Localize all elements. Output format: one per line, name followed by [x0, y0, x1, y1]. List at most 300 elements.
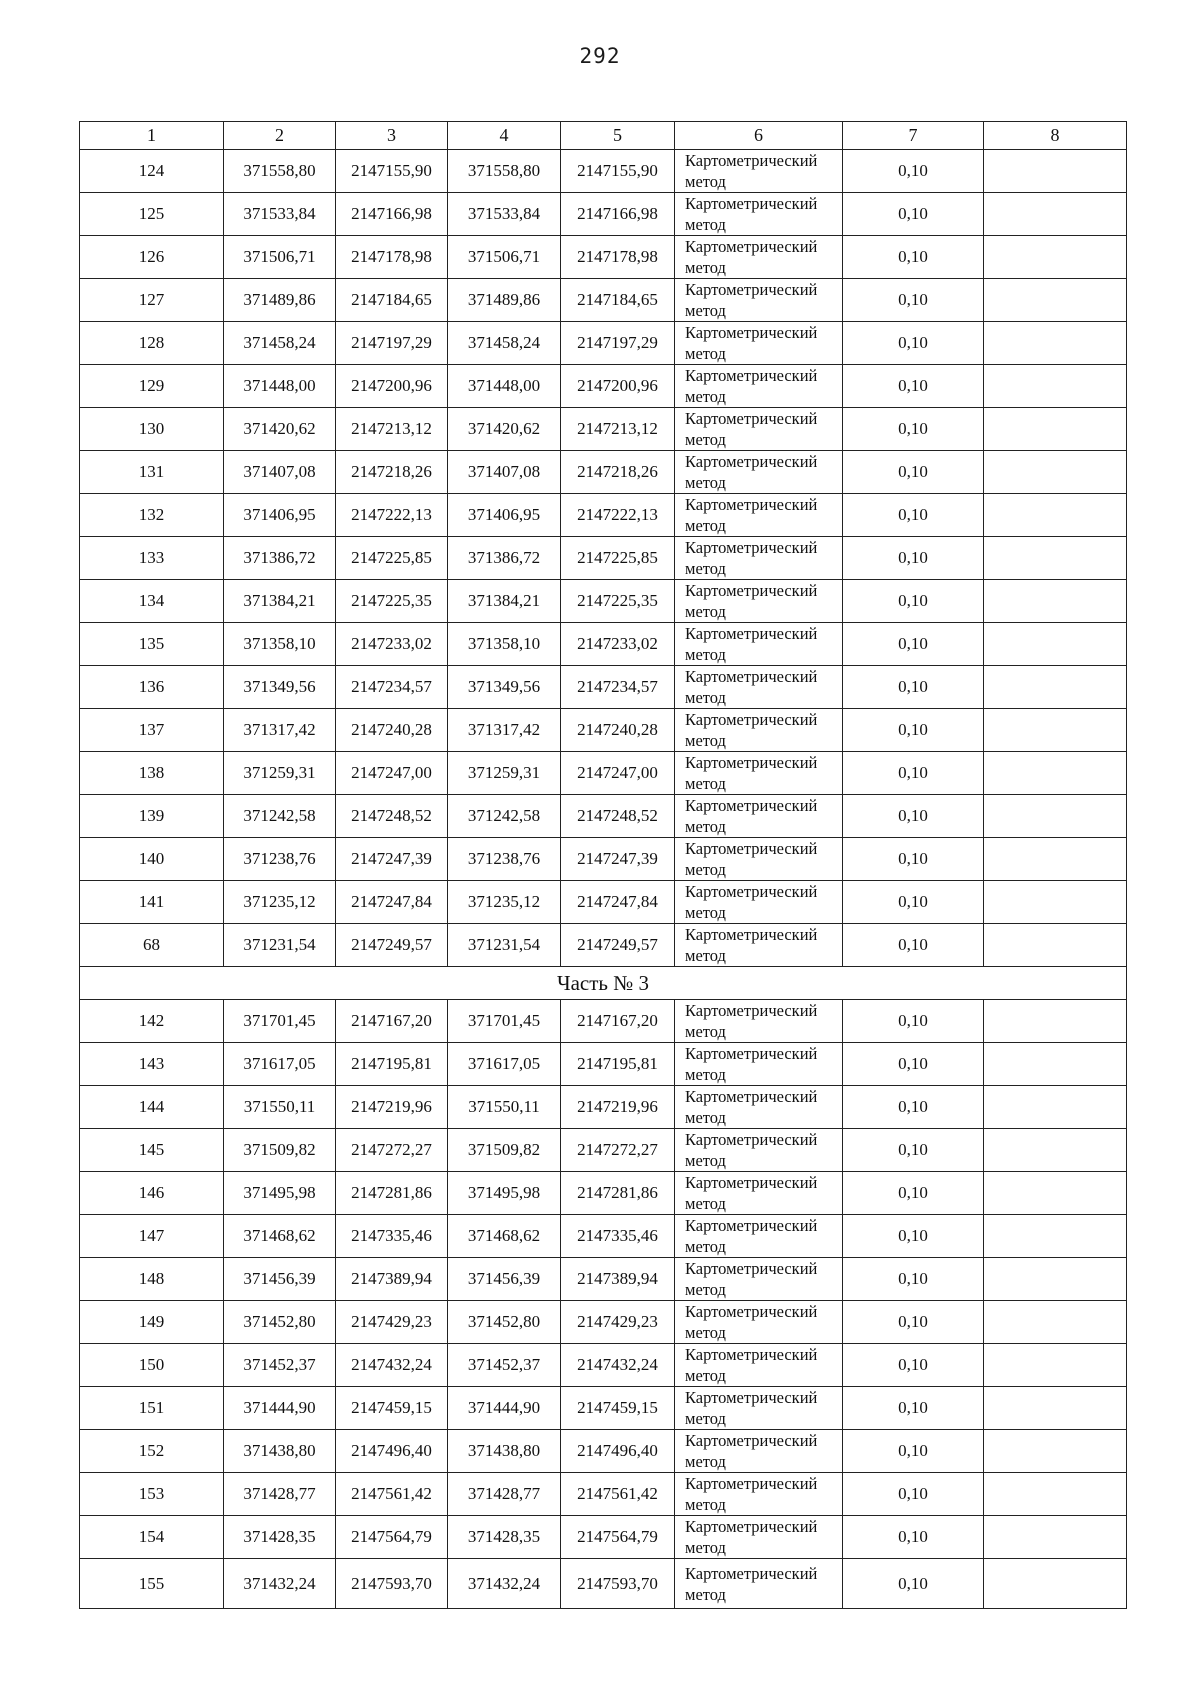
method-line-2: метод [685, 731, 726, 750]
method-line-1: Картометрический [685, 753, 818, 772]
accuracy-cell: 0,10 [843, 1129, 984, 1172]
x-coordinate-cell: 371407,08 [224, 451, 336, 494]
x-coordinate-cell: 371456,39 [224, 1258, 336, 1301]
y-coordinate-cell: 2147195,81 [336, 1043, 448, 1086]
method-cell [675, 623, 843, 666]
y-coordinate-alt-cell: 2147200,96 [561, 365, 675, 408]
method-cell [675, 881, 843, 924]
table-row [80, 537, 1127, 580]
point-number-cell: 137 [80, 709, 224, 752]
method-line-2: метод [685, 1452, 726, 1471]
method-line-1: Картометрический [685, 925, 818, 944]
note-cell [984, 1258, 1127, 1301]
y-coordinate-alt-cell: 2147167,20 [561, 1000, 675, 1043]
x-coordinate-cell: 371550,11 [224, 1086, 336, 1129]
y-coordinate-alt-cell: 2147459,15 [561, 1387, 675, 1430]
section-title: Часть № 3 [80, 967, 1127, 1000]
method-line-2: метод [685, 473, 726, 492]
x-coordinate-cell: 371509,82 [224, 1129, 336, 1172]
y-coordinate-alt-cell: 2147197,29 [561, 322, 675, 365]
point-number-cell: 132 [80, 494, 224, 537]
y-coordinate-alt-cell: 2147213,12 [561, 408, 675, 451]
method-line-1: Картометрический [685, 1130, 818, 1149]
method-line-1: Картометрический [685, 1259, 818, 1278]
coordinates-table [79, 121, 1127, 1609]
note-cell [984, 1516, 1127, 1559]
x-coordinate-alt-cell: 371386,72 [448, 537, 561, 580]
x-coordinate-alt-cell: 371617,05 [448, 1043, 561, 1086]
method-line-2: метод [685, 1495, 726, 1514]
x-coordinate-cell: 371452,80 [224, 1301, 336, 1344]
y-coordinate-cell: 2147564,79 [336, 1516, 448, 1559]
note-cell [984, 752, 1127, 795]
x-coordinate-alt-cell: 371509,82 [448, 1129, 561, 1172]
method-line-1: Картометрический [685, 194, 818, 213]
point-number-cell: 131 [80, 451, 224, 494]
accuracy-cell: 0,10 [843, 1430, 984, 1473]
y-coordinate-cell: 2147247,84 [336, 881, 448, 924]
table-row [80, 580, 1127, 623]
y-coordinate-alt-cell: 2147218,26 [561, 451, 675, 494]
accuracy-cell: 0,10 [843, 1473, 984, 1516]
note-cell [984, 1000, 1127, 1043]
table-row [80, 623, 1127, 666]
accuracy-cell: 0,10 [843, 580, 984, 623]
table-row [80, 1129, 1127, 1172]
x-coordinate-cell: 371432,24 [224, 1559, 336, 1609]
method-line-1: Картометрический [685, 1173, 818, 1192]
y-coordinate-alt-cell: 2147166,98 [561, 193, 675, 236]
table-row [80, 924, 1127, 967]
y-coordinate-cell: 2147225,85 [336, 537, 448, 580]
method-cell [675, 451, 843, 494]
method-line-1: Картометрический [685, 1044, 818, 1063]
method-cell [675, 494, 843, 537]
x-coordinate-cell: 371438,80 [224, 1430, 336, 1473]
accuracy-cell: 0,10 [843, 1301, 984, 1344]
method-line-1: Картометрический [685, 1563, 818, 1583]
point-number-cell: 155 [80, 1559, 224, 1609]
x-coordinate-cell: 371317,42 [224, 709, 336, 752]
point-number-cell: 149 [80, 1301, 224, 1344]
y-coordinate-cell: 2147155,90 [336, 150, 448, 193]
x-coordinate-alt-cell: 371456,39 [448, 1258, 561, 1301]
table-row [80, 1215, 1127, 1258]
method-line-2: метод [685, 774, 726, 793]
accuracy-cell: 0,10 [843, 1559, 984, 1609]
table-row [80, 709, 1127, 752]
method-line-1: Картометрический [685, 1087, 818, 1106]
table-row [80, 838, 1127, 881]
x-coordinate-cell: 371533,84 [224, 193, 336, 236]
x-coordinate-alt-cell: 371489,86 [448, 279, 561, 322]
x-coordinate-alt-cell: 371406,95 [448, 494, 561, 537]
y-coordinate-cell: 2147219,96 [336, 1086, 448, 1129]
method-line-1: Картометрический [685, 323, 818, 342]
note-cell [984, 1473, 1127, 1516]
point-number-cell: 142 [80, 1000, 224, 1043]
accuracy-cell: 0,10 [843, 924, 984, 967]
method-line-2: метод [685, 1065, 726, 1084]
method-cell [675, 1301, 843, 1344]
y-coordinate-alt-cell: 2147432,24 [561, 1344, 675, 1387]
point-number-cell: 153 [80, 1473, 224, 1516]
x-coordinate-alt-cell: 371235,12 [448, 881, 561, 924]
method-line-1: Картометрический [685, 581, 818, 600]
y-coordinate-cell: 2147218,26 [336, 451, 448, 494]
note-cell [984, 322, 1127, 365]
accuracy-cell: 0,10 [843, 1344, 984, 1387]
y-coordinate-cell: 2147184,65 [336, 279, 448, 322]
y-coordinate-cell: 2147335,46 [336, 1215, 448, 1258]
method-line-2: метод [685, 387, 726, 406]
x-coordinate-alt-cell: 371432,24 [448, 1559, 561, 1609]
x-coordinate-cell: 371495,98 [224, 1172, 336, 1215]
y-coordinate-cell: 2147249,57 [336, 924, 448, 967]
table-row [80, 1516, 1127, 1559]
x-coordinate-alt-cell: 371384,21 [448, 580, 561, 623]
x-coordinate-alt-cell: 371259,31 [448, 752, 561, 795]
y-coordinate-alt-cell: 2147247,39 [561, 838, 675, 881]
method-cell [675, 795, 843, 838]
method-line-2: метод [685, 1366, 726, 1385]
y-coordinate-alt-cell: 2147249,57 [561, 924, 675, 967]
x-coordinate-alt-cell: 371428,35 [448, 1516, 561, 1559]
x-coordinate-cell: 371384,21 [224, 580, 336, 623]
method-line-1: Картометрический [685, 1474, 818, 1493]
table-row [80, 881, 1127, 924]
y-coordinate-alt-cell: 2147178,98 [561, 236, 675, 279]
x-coordinate-alt-cell: 371458,24 [448, 322, 561, 365]
method-cell [675, 752, 843, 795]
point-number-cell: 138 [80, 752, 224, 795]
method-line-1: Картометрический [685, 796, 818, 815]
x-coordinate-cell: 371235,12 [224, 881, 336, 924]
method-line-1: Картометрический [685, 409, 818, 428]
point-number-cell: 129 [80, 365, 224, 408]
y-coordinate-alt-cell: 2147222,13 [561, 494, 675, 537]
note-cell [984, 236, 1127, 279]
accuracy-cell: 0,10 [843, 1387, 984, 1430]
table-row [80, 494, 1127, 537]
y-coordinate-cell: 2147197,29 [336, 322, 448, 365]
y-coordinate-alt-cell: 2147195,81 [561, 1043, 675, 1086]
column-header-3: 3 [336, 122, 448, 150]
y-coordinate-alt-cell: 2147429,23 [561, 1301, 675, 1344]
table-row [80, 1258, 1127, 1301]
method-line-2: метод [685, 516, 726, 535]
y-coordinate-cell: 2147389,94 [336, 1258, 448, 1301]
y-coordinate-alt-cell: 2147184,65 [561, 279, 675, 322]
method-line-1: Картометрический [685, 882, 818, 901]
x-coordinate-alt-cell: 371495,98 [448, 1172, 561, 1215]
table-row [80, 193, 1127, 236]
method-line-1: Картометрический [685, 366, 818, 385]
x-coordinate-cell: 371349,56 [224, 666, 336, 709]
page-number: 292 [579, 44, 621, 68]
x-coordinate-cell: 371701,45 [224, 1000, 336, 1043]
method-line-2: метод [685, 688, 726, 707]
point-number-cell: 128 [80, 322, 224, 365]
x-coordinate-alt-cell: 371701,45 [448, 1000, 561, 1043]
point-number-cell: 68 [80, 924, 224, 967]
column-header-4: 4 [448, 122, 561, 150]
note-cell [984, 1301, 1127, 1344]
point-number-cell: 124 [80, 150, 224, 193]
x-coordinate-alt-cell: 371420,62 [448, 408, 561, 451]
note-cell [984, 365, 1127, 408]
method-cell [675, 1043, 843, 1086]
note-cell [984, 494, 1127, 537]
method-line-2: метод [685, 344, 726, 363]
table-row [80, 1172, 1127, 1215]
y-coordinate-alt-cell: 2147225,85 [561, 537, 675, 580]
table-row [80, 1344, 1127, 1387]
x-coordinate-alt-cell: 371444,90 [448, 1387, 561, 1430]
column-header-1: 1 [80, 122, 224, 150]
y-coordinate-alt-cell: 2147561,42 [561, 1473, 675, 1516]
point-number-cell: 134 [80, 580, 224, 623]
method-cell [675, 1344, 843, 1387]
table-row [80, 795, 1127, 838]
column-header-8: 8 [984, 122, 1127, 150]
method-cell [675, 924, 843, 967]
x-coordinate-alt-cell: 371452,37 [448, 1344, 561, 1387]
method-cell [675, 322, 843, 365]
note-cell [984, 1172, 1127, 1215]
note-cell [984, 709, 1127, 752]
method-cell [675, 1387, 843, 1430]
x-coordinate-alt-cell: 371468,62 [448, 1215, 561, 1258]
note-cell [984, 1559, 1127, 1609]
accuracy-cell: 0,10 [843, 1172, 984, 1215]
point-number-cell: 133 [80, 537, 224, 580]
accuracy-cell: 0,10 [843, 193, 984, 236]
point-number-cell: 148 [80, 1258, 224, 1301]
table-row [80, 1000, 1127, 1043]
method-line-2: метод [685, 1237, 726, 1256]
method-line-2: метод [685, 645, 726, 664]
method-cell [675, 580, 843, 623]
method-line-1: Картометрический [685, 1345, 818, 1364]
y-coordinate-alt-cell: 2147234,57 [561, 666, 675, 709]
accuracy-cell: 0,10 [843, 494, 984, 537]
point-number-cell: 145 [80, 1129, 224, 1172]
x-coordinate-cell: 371242,58 [224, 795, 336, 838]
table-row [80, 666, 1127, 709]
point-number-cell: 125 [80, 193, 224, 236]
y-coordinate-cell: 2147213,12 [336, 408, 448, 451]
accuracy-cell: 0,10 [843, 1258, 984, 1301]
note-cell [984, 1387, 1127, 1430]
table-row [80, 1301, 1127, 1344]
y-coordinate-alt-cell: 2147248,52 [561, 795, 675, 838]
accuracy-cell: 0,10 [843, 537, 984, 580]
table-row [80, 365, 1127, 408]
method-line-1: Картометрический [685, 495, 818, 514]
y-coordinate-cell: 2147200,96 [336, 365, 448, 408]
point-number-cell: 144 [80, 1086, 224, 1129]
accuracy-cell: 0,10 [843, 1043, 984, 1086]
y-coordinate-alt-cell: 2147247,00 [561, 752, 675, 795]
table-row [80, 279, 1127, 322]
point-number-cell: 130 [80, 408, 224, 451]
x-coordinate-cell: 371617,05 [224, 1043, 336, 1086]
point-number-cell: 152 [80, 1430, 224, 1473]
accuracy-cell: 0,10 [843, 322, 984, 365]
method-cell [675, 1129, 843, 1172]
note-cell [984, 881, 1127, 924]
x-coordinate-cell: 371468,62 [224, 1215, 336, 1258]
point-number-cell: 139 [80, 795, 224, 838]
y-coordinate-alt-cell: 2147233,02 [561, 623, 675, 666]
note-cell [984, 193, 1127, 236]
x-coordinate-alt-cell: 371238,76 [448, 838, 561, 881]
note-cell [984, 1043, 1127, 1086]
accuracy-cell: 0,10 [843, 838, 984, 881]
method-line-2: метод [685, 1022, 726, 1041]
x-coordinate-alt-cell: 371358,10 [448, 623, 561, 666]
method-line-2: метод [685, 1280, 726, 1299]
x-coordinate-alt-cell: 371452,80 [448, 1301, 561, 1344]
y-coordinate-cell: 2147593,70 [336, 1559, 448, 1609]
method-line-1: Картометрический [685, 710, 818, 729]
point-number-cell: 136 [80, 666, 224, 709]
method-cell [675, 1086, 843, 1129]
y-coordinate-cell: 2147247,00 [336, 752, 448, 795]
method-line-2: метод [685, 258, 726, 277]
table-row [80, 408, 1127, 451]
x-coordinate-alt-cell: 371438,80 [448, 1430, 561, 1473]
point-number-cell: 141 [80, 881, 224, 924]
x-coordinate-cell: 371386,72 [224, 537, 336, 580]
x-coordinate-cell: 371448,00 [224, 365, 336, 408]
point-number-cell: 126 [80, 236, 224, 279]
table-row [80, 236, 1127, 279]
method-line-2: метод [685, 1584, 726, 1604]
note-cell [984, 666, 1127, 709]
x-coordinate-cell: 371406,95 [224, 494, 336, 537]
x-coordinate-cell: 371489,86 [224, 279, 336, 322]
method-line-2: метод [685, 172, 726, 191]
method-cell [675, 838, 843, 881]
y-coordinate-cell: 2147432,24 [336, 1344, 448, 1387]
x-coordinate-alt-cell: 371317,42 [448, 709, 561, 752]
method-cell [675, 709, 843, 752]
method-line-1: Картометрический [685, 667, 818, 686]
y-coordinate-cell: 2147222,13 [336, 494, 448, 537]
method-line-2: метод [685, 1108, 726, 1127]
y-coordinate-alt-cell: 2147272,27 [561, 1129, 675, 1172]
y-coordinate-cell: 2147459,15 [336, 1387, 448, 1430]
accuracy-cell: 0,10 [843, 709, 984, 752]
y-coordinate-alt-cell: 2147389,94 [561, 1258, 675, 1301]
y-coordinate-cell: 2147178,98 [336, 236, 448, 279]
method-line-2: метод [685, 559, 726, 578]
note-cell [984, 1129, 1127, 1172]
method-cell [675, 236, 843, 279]
x-coordinate-cell: 371259,31 [224, 752, 336, 795]
method-cell [675, 365, 843, 408]
column-header-2: 2 [224, 122, 336, 150]
point-number-cell: 146 [80, 1172, 224, 1215]
y-coordinate-cell: 2147561,42 [336, 1473, 448, 1516]
method-cell [675, 279, 843, 322]
note-cell [984, 1430, 1127, 1473]
x-coordinate-cell: 371420,62 [224, 408, 336, 451]
method-line-1: Картометрический [685, 237, 818, 256]
accuracy-cell: 0,10 [843, 795, 984, 838]
table-row [80, 1387, 1127, 1430]
y-coordinate-alt-cell: 2147240,28 [561, 709, 675, 752]
x-coordinate-cell: 371452,37 [224, 1344, 336, 1387]
method-cell [675, 666, 843, 709]
table-row [80, 752, 1127, 795]
column-header-6: 6 [675, 122, 843, 150]
y-coordinate-alt-cell: 2147335,46 [561, 1215, 675, 1258]
point-number-cell: 151 [80, 1387, 224, 1430]
method-line-1: Картометрический [685, 1517, 818, 1536]
x-coordinate-alt-cell: 371550,11 [448, 1086, 561, 1129]
method-line-1: Картометрический [685, 1388, 818, 1407]
method-line-1: Картометрический [685, 538, 818, 557]
table-row [80, 1086, 1127, 1129]
method-line-1: Картометрический [685, 1302, 818, 1321]
accuracy-cell: 0,10 [843, 1000, 984, 1043]
method-cell [675, 1559, 843, 1609]
accuracy-cell: 0,10 [843, 408, 984, 451]
method-line-2: метод [685, 1151, 726, 1170]
y-coordinate-cell: 2147234,57 [336, 666, 448, 709]
method-line-2: метод [685, 301, 726, 320]
method-cell [675, 1215, 843, 1258]
method-cell [675, 1430, 843, 1473]
point-number-cell: 140 [80, 838, 224, 881]
x-coordinate-cell: 371458,24 [224, 322, 336, 365]
note-cell [984, 1215, 1127, 1258]
column-header-5: 5 [561, 122, 675, 150]
y-coordinate-alt-cell: 2147564,79 [561, 1516, 675, 1559]
y-coordinate-cell: 2147247,39 [336, 838, 448, 881]
x-coordinate-alt-cell: 371242,58 [448, 795, 561, 838]
table-row [80, 1473, 1127, 1516]
x-coordinate-alt-cell: 371533,84 [448, 193, 561, 236]
y-coordinate-cell: 2147272,27 [336, 1129, 448, 1172]
method-line-2: метод [685, 1538, 726, 1557]
note-cell [984, 537, 1127, 580]
accuracy-cell: 0,10 [843, 1215, 984, 1258]
method-line-1: Картометрический [685, 452, 818, 471]
accuracy-cell: 0,10 [843, 752, 984, 795]
note-cell [984, 150, 1127, 193]
method-line-1: Картометрический [685, 1216, 818, 1235]
method-cell [675, 1000, 843, 1043]
table-row [80, 451, 1127, 494]
note-cell [984, 580, 1127, 623]
method-cell [675, 1473, 843, 1516]
accuracy-cell: 0,10 [843, 1516, 984, 1559]
note-cell [984, 1086, 1127, 1129]
method-line-2: метод [685, 602, 726, 621]
y-coordinate-cell: 2147166,98 [336, 193, 448, 236]
method-cell [675, 193, 843, 236]
method-line-1: Картометрический [685, 839, 818, 858]
x-coordinate-cell: 371558,80 [224, 150, 336, 193]
x-coordinate-cell: 371238,76 [224, 838, 336, 881]
x-coordinate-cell: 371358,10 [224, 623, 336, 666]
method-line-2: метод [685, 946, 726, 965]
method-line-2: метод [685, 430, 726, 449]
